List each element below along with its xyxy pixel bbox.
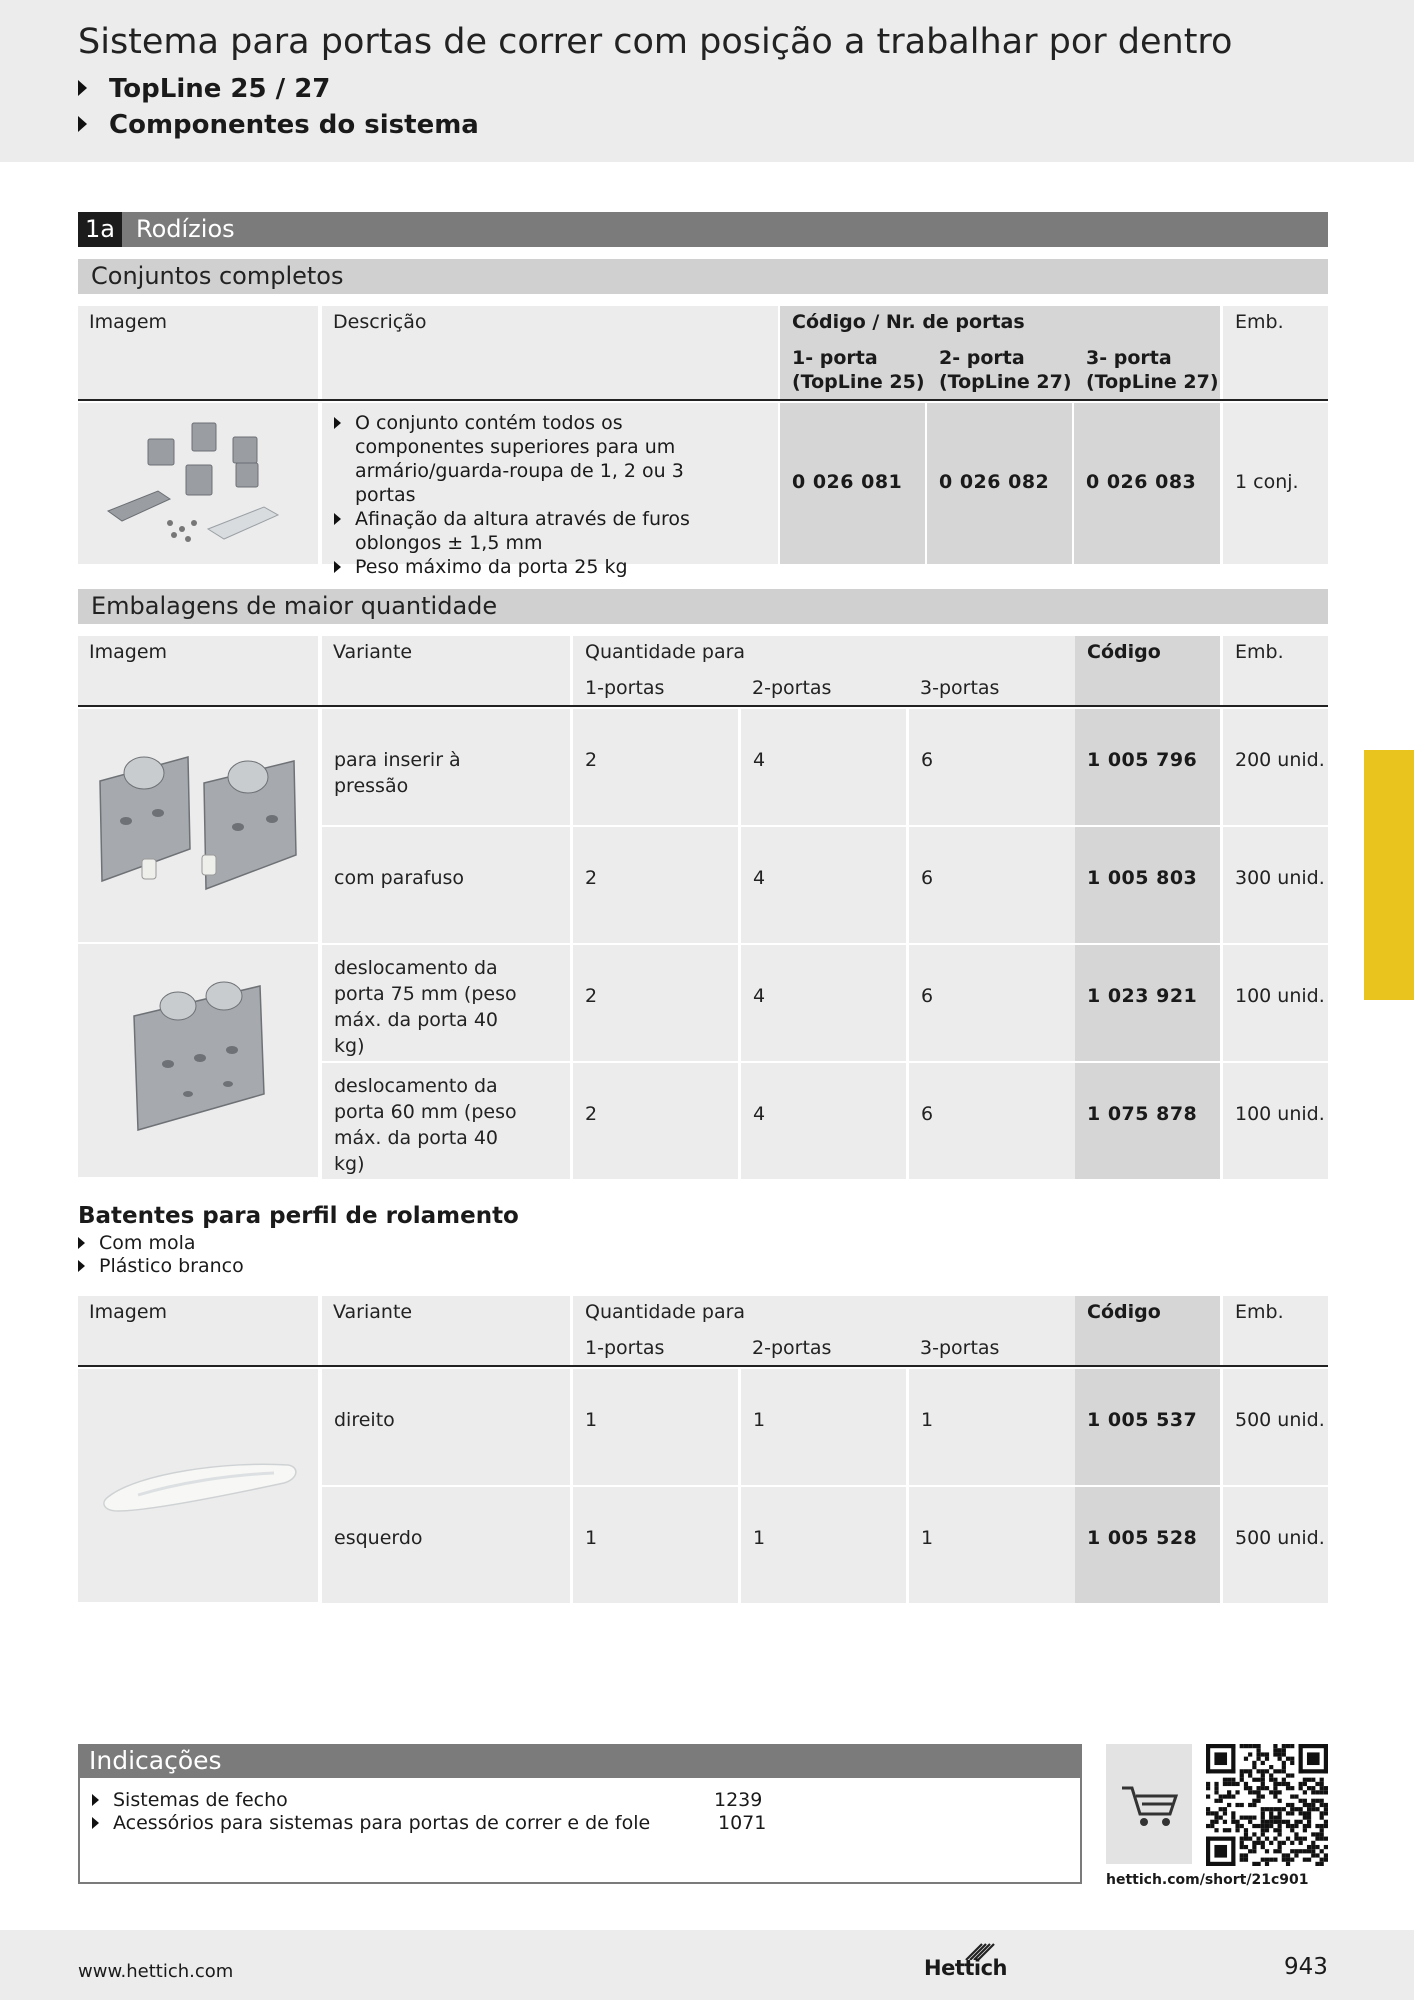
table3-row-2-variant (322, 1487, 570, 1603)
t1-header-desc: Descrição (322, 306, 778, 400)
t2-header-code: Código (1075, 636, 1220, 706)
note-page-2[interactable]: 1071 (718, 1812, 767, 1834)
t2-sub-3portas: 3-portas (920, 677, 1000, 699)
table2-qty-1-text: 2 (585, 985, 598, 1007)
table2-row-3-emb (1223, 945, 1328, 1061)
table3-row-2-qty-2 (741, 1487, 906, 1603)
section-bar (78, 212, 1328, 247)
t2-header-variant: Variante (322, 636, 570, 706)
table2-row-2-qty-2 (741, 827, 906, 943)
t1-header-image: Imagem (78, 306, 318, 400)
t3-header-qty: Quantidade para (573, 1296, 1075, 1366)
table1-heading: Conjuntos completos (78, 259, 1328, 294)
table2-qty-3-text: 6 (921, 985, 934, 1007)
table2-row-1-qty-1 (573, 709, 738, 825)
buffer-stopper-image (78, 1369, 318, 1602)
shopping-cart-icon (1106, 1744, 1192, 1864)
table2-qty-2-text: 4 (753, 1103, 766, 1125)
table3-qty-3-text: 1 (921, 1527, 934, 1549)
section-title: Rodízios (136, 215, 235, 243)
bullet-triangle-icon (78, 1260, 85, 1272)
table3-row-2-qty-1 (573, 1487, 738, 1603)
t1-sub-3porta: 3- porta (TopLine 27) (1086, 347, 1219, 393)
table2-qty-1-text: 2 (585, 867, 598, 889)
table3-heading: Batentes para perfil de rolamento (78, 1203, 519, 1229)
brand-name: Hettich (924, 1956, 1007, 1980)
notes-title: Indicações (78, 1744, 1082, 1778)
hettich-logo (924, 1938, 1007, 1980)
table2-row-3-code (1075, 945, 1220, 1061)
table2-row-1-qty-2 (741, 709, 906, 825)
table2-row-2-code (1075, 827, 1220, 943)
table2-qty-2-text: 4 (753, 867, 766, 889)
table2-qty-3-text: 6 (921, 1103, 934, 1125)
table3-qty-2-text: 1 (753, 1409, 766, 1431)
table2-row-2-qty-3 (909, 827, 1075, 943)
table3-row-1-qty-1 (573, 1369, 738, 1485)
table3-row-1-code (1075, 1369, 1220, 1485)
bullet-triangle-icon (92, 1794, 99, 1806)
table2-row-3-qty-2 (741, 945, 906, 1061)
t2-header-rule (78, 705, 1328, 707)
table2-variant-text: para inserir à pressão (334, 749, 461, 797)
t3-header-rule (78, 1365, 1328, 1367)
table2-variant-text: com parafuso (334, 867, 465, 889)
t1-bullet-2: Afinação da altura através de furos oblongos ± 1,5 mm (334, 507, 734, 555)
t2-header-emb: Emb. (1223, 636, 1328, 706)
table2-row-1-variant (322, 709, 570, 825)
shop-button[interactable] (1106, 1744, 1192, 1864)
table2-qty-3-text: 6 (921, 749, 934, 771)
table2-emb-text: 300 unid. (1235, 867, 1325, 889)
t1-code-2: 0 026 082 (927, 403, 1072, 564)
page-number: 943 (1284, 1954, 1328, 1980)
table3-row-2-code (1075, 1487, 1220, 1603)
table3-qty-3-text: 1 (921, 1409, 934, 1431)
t3-sub-2portas: 2-portas (752, 1337, 832, 1359)
table2-code-text: 1 075 878 (1087, 1103, 1198, 1125)
t1-code-1: 0 026 081 (780, 403, 925, 564)
note-page-1[interactable]: 1239 (714, 1789, 763, 1811)
table2-emb-text: 100 unid. (1235, 985, 1325, 1007)
table2-row-1-qty-3 (909, 709, 1075, 825)
table2-qty-1-text: 2 (585, 749, 598, 771)
t3-header-emb: Emb. (1223, 1296, 1328, 1366)
website-link[interactable]: www.hettich.com (78, 1961, 234, 1982)
table2-row-3-qty-3 (909, 945, 1075, 1061)
table2-row-4-code (1075, 1063, 1220, 1179)
table2-row-2-qty-1 (573, 827, 738, 943)
t3-image-cell (78, 1369, 318, 1602)
table2-row-1-emb (1223, 709, 1328, 825)
table3-row-1-variant (322, 1369, 570, 1485)
table2-row-4-variant (322, 1063, 570, 1179)
table2-row-2-emb (1223, 827, 1328, 943)
t2-image-cell-2 (78, 944, 318, 1177)
t1-bullet-1: O conjunto contém todos os componentes superiores para um armário/guarda-roupa de 1, 2 ou 3 portas (334, 411, 734, 507)
t3-header-code: Código (1075, 1296, 1220, 1366)
table2-row-4-qty-3 (909, 1063, 1075, 1179)
table3-qty-1-text: 1 (585, 1527, 598, 1549)
t3-header-variant: Variante (322, 1296, 570, 1366)
t1-header-emb: Emb. (1223, 306, 1328, 400)
table3-qty-1-text: 1 (585, 1409, 598, 1431)
bullet-triangle-icon (92, 1817, 99, 1829)
t1-image-cell (78, 403, 318, 564)
table2-row-4-emb (1223, 1063, 1328, 1179)
table2-code-text: 1 023 921 (1087, 985, 1198, 1007)
chapter-tab (1364, 750, 1414, 1000)
t3-sub-3portas: 3-portas (920, 1337, 1000, 1359)
t3-sub-1portas: 1-portas (585, 1337, 665, 1359)
t1-header-code: Código / Nr. de portas (780, 306, 1220, 400)
table2-row-2-variant (322, 827, 570, 943)
t1-code-3: 0 026 083 (1074, 403, 1220, 564)
t2-sub-2portas: 2-portas (752, 677, 832, 699)
t2-image-cell-1 (78, 709, 318, 942)
table3-variant-text: esquerdo (334, 1527, 423, 1549)
table2-row-4-qty-1 (573, 1063, 738, 1179)
short-link[interactable]: hettich.com/short/21c901 (1106, 1872, 1309, 1888)
bullet-triangle-icon (78, 116, 87, 132)
bullet-triangle-icon (78, 1237, 85, 1249)
table3-qty-2-text: 1 (753, 1527, 766, 1549)
t1-sub-2porta: 2- porta (TopLine 27) (939, 347, 1072, 393)
roller-pair-image (78, 709, 318, 942)
table2-row-3-variant (322, 945, 570, 1061)
table2-row-3-qty-1 (573, 945, 738, 1061)
table2-variant-text: deslocamento da porta 60 mm (peso máx. da porta 40 kg) (334, 1075, 517, 1175)
t1-bullet-3: Peso máximo da porta 25 kg (334, 555, 734, 579)
page-title: Sistema para portas de correr com posição a trabalhar por dentro (78, 22, 1233, 62)
subtitle-components: Componentes do sistema (78, 110, 479, 140)
t2-header-image: Imagem (78, 636, 318, 706)
table2-heading: Embalagens de maior quantidade (78, 589, 1328, 624)
t1-description-cell (322, 403, 778, 578)
table2-qty-1-text: 2 (585, 1103, 598, 1125)
table2-qty-2-text: 4 (753, 749, 766, 771)
section-number: 1a (78, 212, 122, 247)
bullet-triangle-icon (78, 80, 87, 96)
table3-row-2-emb (1223, 1487, 1328, 1603)
bullet-triangle-icon (334, 417, 341, 429)
bullet-triangle-icon (334, 561, 341, 573)
t1-header-rule (78, 399, 1328, 401)
table2-variant-text: deslocamento da porta 75 mm (peso máx. da porta 40 kg) (334, 957, 517, 1057)
table2-emb-text: 100 unid. (1235, 1103, 1325, 1125)
table2-code-text: 1 005 803 (1087, 867, 1198, 889)
table2-code-text: 1 005 796 (1087, 749, 1198, 771)
table3-emb-text: 500 unid. (1235, 1409, 1325, 1431)
table2-row-1-code (1075, 709, 1220, 825)
table3-row-2-qty-3 (909, 1487, 1075, 1603)
t3-header-image: Imagem (78, 1296, 318, 1366)
t1-emb: 1 conj. (1223, 403, 1328, 564)
t2-sub-1portas: 1-portas (585, 677, 665, 699)
t3-bullet-1: Com mola (78, 1231, 196, 1255)
table3-emb-text: 500 unid. (1235, 1527, 1325, 1549)
subtitle-product: TopLine 25 / 27 (78, 74, 330, 104)
table3-variant-text: direito (334, 1409, 395, 1431)
note-link-2[interactable]: Acessórios para sistemas para portas de correr e de fole (92, 1811, 650, 1835)
qr-code[interactable] (1206, 1744, 1328, 1866)
table2-row-4-qty-2 (741, 1063, 906, 1179)
table3-row-1-emb (1223, 1369, 1328, 1485)
table3-row-1-qty-2 (741, 1369, 906, 1485)
table3-row-1-qty-3 (909, 1369, 1075, 1485)
table2-qty-2-text: 4 (753, 985, 766, 1007)
t2-header-qty: Quantidade para (573, 636, 1075, 706)
roller-plate-image (78, 944, 318, 1177)
note-link-1[interactable]: Sistemas de fecho (92, 1788, 288, 1812)
table2-emb-text: 200 unid. (1235, 749, 1325, 771)
table3-code-text: 1 005 537 (1087, 1409, 1198, 1431)
t3-bullet-2: Plástico branco (78, 1254, 244, 1278)
bullet-triangle-icon (334, 513, 341, 525)
roller-set-image (78, 403, 318, 564)
t1-sub-1porta: 1- porta (TopLine 25) (792, 347, 925, 393)
qr-code-icon (1206, 1744, 1328, 1866)
table2-qty-3-text: 6 (921, 867, 934, 889)
table3-code-text: 1 005 528 (1087, 1527, 1198, 1549)
